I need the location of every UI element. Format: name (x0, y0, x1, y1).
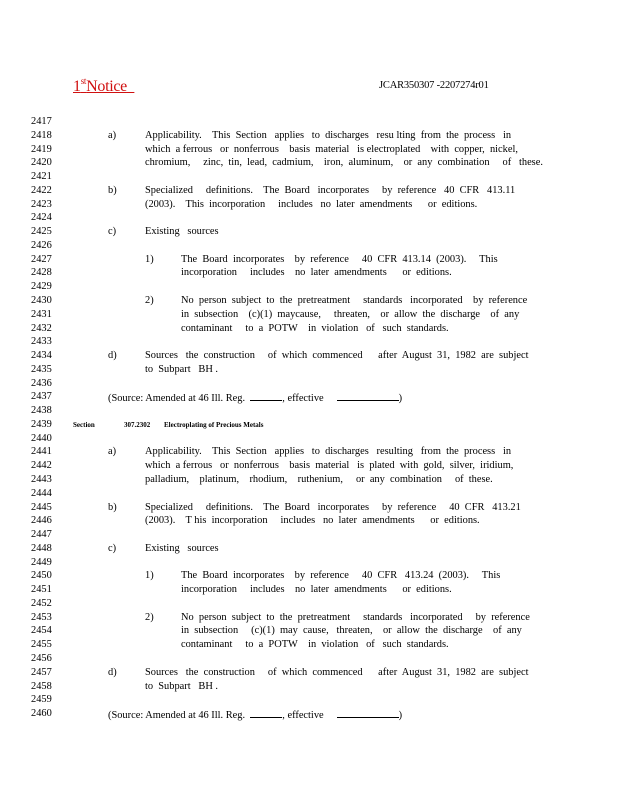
document-line (0, 170, 618, 184)
line-number: 2439 (31, 418, 52, 430)
line-number: 2433 (31, 336, 52, 348)
line-text: (2003). T his incorporation includes no later amendments or editions. (145, 515, 480, 527)
line-number: 2420 (31, 157, 52, 169)
line-number: 2435 (31, 363, 52, 375)
line-text: Applicability. This Section applies to discharges resu lting from the process in (145, 129, 512, 141)
subsection-label: a) (108, 129, 117, 141)
line-text: Existing sources (145, 226, 219, 238)
document-line (0, 184, 618, 198)
line-number: 2429 (31, 281, 52, 293)
document-line (0, 377, 618, 391)
document-line (0, 432, 618, 446)
document-line (0, 542, 618, 556)
line-text: palladium, platinum, rhodium, ruthenium, or any combination of these. (145, 474, 493, 486)
line-number: 2452 (31, 597, 52, 609)
document-line (0, 501, 618, 515)
line-text: contaminant to a POTW in violation of such standards. (181, 639, 449, 651)
document-line (0, 280, 618, 294)
subsection-label: b) (108, 501, 117, 513)
line-text: Specialized definitions. The Board incorporates by reference 40 CFR 413.21 (145, 501, 521, 513)
source-text-a: (Source: Amended at 46 Ill. Reg. (108, 393, 246, 405)
line-text: Existing sources (145, 542, 219, 554)
jcar-code: JCAR350307 -2207274r01 (379, 80, 489, 91)
line-text: chromium, zinc, tin, lead, cadmium, iron, aluminum, or any combination of these. (145, 157, 543, 169)
document-line (0, 363, 618, 377)
line-number: 2457 (31, 666, 52, 678)
line-number: 2432 (31, 322, 52, 334)
document-line (0, 693, 618, 707)
page-header (0, 76, 618, 96)
subsection-label: c) (108, 542, 117, 554)
line-text: Applicability. This Section applies to discharges resulting from the process in (145, 446, 512, 458)
subsection-label: d) (108, 350, 117, 362)
source-text-b: , effective (282, 710, 324, 722)
document-line (0, 308, 618, 322)
line-text: which a ferrous or nonferrous basis material is plated with gold, silver, iridium, (145, 460, 514, 472)
line-number: 2417 (31, 116, 52, 127)
effective-date-blank (337, 390, 399, 401)
line-number: 2428 (31, 267, 52, 279)
document-line (0, 198, 618, 212)
paragraph-label: 1) (145, 253, 154, 265)
subsection-label: b) (108, 184, 117, 196)
document-line (0, 624, 618, 638)
document-line (0, 569, 618, 583)
document-line (0, 115, 618, 129)
line-number: 2437 (31, 391, 52, 403)
line-text: Sources the construction of which commenced after August 31, 1982 are subject (145, 666, 529, 678)
line-number: 2418 (31, 129, 52, 141)
document-line (0, 143, 618, 157)
line-number: 2425 (31, 226, 52, 238)
document-line (0, 156, 618, 170)
line-number: 2454 (31, 625, 52, 637)
line-number: 2436 (31, 377, 52, 389)
line-number: 2426 (31, 239, 52, 251)
line-number: 2460 (31, 708, 52, 720)
notice-word: Notice (86, 78, 127, 95)
document-line (0, 225, 618, 239)
line-number: 2447 (31, 529, 52, 541)
line-text: Sources the construction of which commenced after August 31, 1982 are subject (145, 350, 529, 362)
document-line (0, 556, 618, 570)
line-text: to Subpart BH . (145, 680, 219, 692)
document-line (0, 487, 618, 501)
source-text-b: , effective (282, 393, 324, 405)
document-line (0, 404, 618, 418)
document-line (0, 349, 618, 363)
source-text-c: ) (398, 393, 403, 405)
line-text: No person subject to the pretreatment standards incorporated by reference (181, 295, 528, 306)
line-number: 2448 (31, 542, 52, 554)
line-text: (2003). This incorporation includes no later amendments or editions. (145, 198, 478, 210)
line-number: 2421 (31, 171, 52, 183)
document-line (0, 707, 618, 721)
document-line (0, 418, 618, 432)
notice-ordinal-suffix: st (80, 76, 87, 86)
line-number: 2459 (31, 694, 52, 706)
line-number: 2434 (31, 350, 52, 362)
document-line (0, 335, 618, 349)
line-number: 2451 (31, 584, 52, 596)
line-text: to Subpart BH . (145, 363, 219, 375)
line-text: incorporation includes no later amendments or editions. (181, 584, 452, 596)
line-number: 2449 (31, 556, 52, 568)
line-number: 2444 (31, 487, 52, 499)
line-number: 2419 (31, 143, 52, 155)
line-text: contaminant to a POTW in violation of such standards. (181, 322, 449, 334)
section-heading-word: Section (73, 420, 95, 429)
line-number: 2423 (31, 198, 52, 210)
line-number: 2442 (31, 460, 52, 472)
paragraph-label: 2) (145, 611, 154, 623)
document-line (0, 680, 618, 694)
line-number: 2431 (31, 308, 52, 320)
effective-date-blank (337, 707, 399, 718)
line-text: in subsection (c)(1) may cause, threaten, or allow the discharge of any (181, 625, 522, 637)
line-text: The Board incorporates by reference 40 CFR 413.24 (2003). This (181, 570, 501, 582)
subsection-label: d) (108, 666, 117, 678)
document-line (0, 322, 618, 336)
line-number: 2456 (31, 653, 52, 665)
document-line (0, 459, 618, 473)
line-number: 2430 (31, 295, 52, 306)
line-text: The Board incorporates by reference 40 CFR 413.14 (2003). This (181, 253, 498, 265)
line-text: in subsection (c)(1) maycause, threaten, or allow the discharge of any (181, 308, 520, 320)
document-line (0, 666, 618, 680)
line-number: 2443 (31, 474, 52, 486)
document-line (0, 211, 618, 225)
document-line (0, 611, 618, 625)
document-line (0, 528, 618, 542)
line-text: incorporation includes no later amendments or editions. (181, 267, 452, 279)
section-title: Electroplating of Precious Metals (164, 420, 264, 429)
line-number: 2441 (31, 446, 52, 458)
line-text: Specialized definitions. The Board incorporates by reference 40 CFR 413.11 (145, 184, 516, 196)
paragraph-label: 2) (145, 295, 154, 306)
line-text: which a ferrous or nonferrous basis material is electroplated with copper, nickel, (145, 143, 518, 155)
source-note (108, 707, 402, 723)
line-number: 2450 (31, 570, 52, 582)
line-number: 2424 (31, 212, 52, 224)
register-blank (250, 390, 282, 401)
register-blank (250, 707, 282, 718)
line-number: 2446 (31, 515, 52, 527)
document-line (0, 652, 618, 666)
document-line (0, 597, 618, 611)
notice-number: 1 (73, 78, 81, 95)
document-line (0, 253, 618, 267)
line-number: 2422 (31, 184, 52, 196)
document-line (0, 239, 618, 253)
line-number: 2455 (31, 639, 52, 651)
line-text: No person subject to the pretreatment standards incorporated by reference (181, 611, 530, 623)
document-line (0, 638, 618, 652)
document-line (0, 266, 618, 280)
source-text-a: (Source: Amended at 46 Ill. Reg. (108, 710, 246, 722)
document-line (0, 390, 618, 404)
source-text-c: ) (398, 710, 403, 722)
document-line (0, 445, 618, 459)
line-number: 2453 (31, 611, 52, 623)
document-line (0, 129, 618, 143)
subsection-label: a) (108, 446, 117, 458)
document-line (0, 473, 618, 487)
line-number: 2458 (31, 680, 52, 692)
document-line (0, 583, 618, 597)
section-number: 307.2302 (124, 420, 151, 429)
line-number: 2438 (31, 405, 52, 417)
paragraph-label: 1) (145, 570, 154, 582)
line-number: 2440 (31, 432, 52, 444)
line-number: 2427 (31, 253, 52, 265)
document-line (0, 514, 618, 528)
line-number: 2445 (31, 501, 52, 513)
notice-marker (73, 76, 134, 96)
document-line (0, 294, 618, 308)
subsection-label: c) (108, 226, 117, 238)
